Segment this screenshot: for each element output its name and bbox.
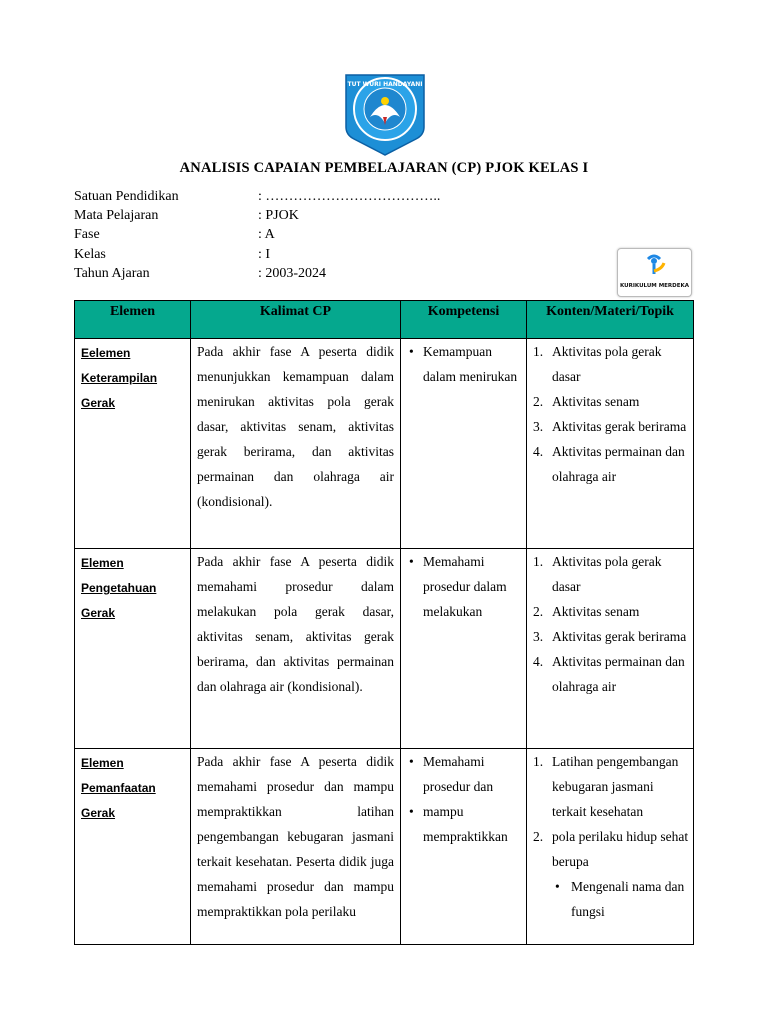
elemen-line: Pemanfaatan: [81, 781, 156, 795]
column-header: Kalimat CP: [191, 301, 401, 339]
item-text: pola perilaku hidup sehat berupa: [552, 829, 689, 869]
column-header: Konten/Materi/Topik: [527, 301, 694, 339]
item-text: Aktivitas pola gerak dasar: [552, 554, 662, 594]
meta-value: : 2003-2024: [258, 265, 327, 281]
item-text: Aktivitas senam: [552, 604, 640, 619]
meta-value: : I: [258, 246, 271, 262]
konten-cell: [527, 549, 694, 749]
konten-cell: [527, 749, 694, 945]
kalimat-cp-text: Pada akhir fase A peserta didik memahami prosedur dan mampu mempraktikkan latihan pengembangan kebugaran jasmani terkait kesehatan. Peserta didik juga memahami prosedur dan mampu mempraktikkan pola perilaku: [197, 754, 394, 919]
item-text: Latihan pengembangan kebugaran jasmani terkait kesehatan: [552, 754, 679, 819]
kalimat-cp-text: Pada akhir fase A peserta didik memahami prosedur dalam melakukan pola gerak dasar, aktivitas senam, aktivitas gerak berirama, dan aktivitas permainan dan olahraga air (kondisional).: [197, 554, 394, 694]
meta-label: Mata Pelajaran: [74, 208, 159, 224]
elemen-line: Eelemen: [81, 346, 131, 360]
konten-cell: [527, 339, 694, 549]
elemen-line: Elemen: [81, 756, 124, 770]
item-number: 2.: [533, 604, 544, 619]
svg-text:TUT WURI HANDAYANI: TUT WURI HANDAYANI: [347, 81, 423, 88]
cp-analysis-table: [74, 300, 694, 945]
kalimat-cp-cell: [191, 339, 401, 549]
item-number: 3.: [533, 629, 544, 644]
elemen-cell: [75, 749, 191, 945]
konten-item: [533, 624, 689, 649]
item-text: Aktivitas permainan dan olahraga air: [552, 654, 685, 694]
elemen-line: Gerak: [81, 396, 116, 410]
item-number: 1.: [533, 344, 544, 359]
konten-item: [533, 439, 689, 489]
item-number: 2.: [533, 829, 544, 844]
item-text: Aktivitas gerak berirama: [552, 629, 687, 644]
konten-item: [533, 339, 689, 389]
table-row: [75, 339, 694, 549]
svg-text:KURIKULUM MERDEKA: KURIKULUM MERDEKA: [619, 283, 690, 289]
item-number: 1.: [533, 554, 544, 569]
item-number: 4.: [533, 444, 544, 459]
elemen-cell: [75, 549, 191, 749]
item-number: 1.: [533, 754, 544, 769]
konten-item: [533, 824, 689, 924]
kompetensi-cell: [401, 749, 527, 945]
konten-item: [533, 549, 689, 599]
table-header-row: [75, 301, 694, 339]
konten-item: [533, 749, 689, 824]
elemen-line: Gerak: [81, 806, 116, 820]
elemen-line: Gerak: [81, 606, 116, 620]
meta-label: Fase: [74, 227, 100, 243]
document-title: ANALISIS CAPAIAN PEMBELAJARAN (CP) PJOK KELAS I: [179, 160, 589, 176]
konten-item: [533, 414, 689, 439]
meta-value: : ………………………………..: [258, 189, 441, 204]
kurikulum-merdeka-logo: [617, 248, 692, 297]
kalimat-cp-cell: [191, 549, 401, 749]
item-text: Aktivitas pola gerak dasar: [552, 344, 662, 384]
kompetensi-cell: [401, 549, 527, 749]
tut-wuri-handayani-logo: [342, 71, 428, 157]
konten-item: [533, 389, 689, 414]
elemen-line: Pengetahuan: [81, 581, 157, 595]
meta-label: Tahun Ajaran: [74, 265, 150, 281]
kurikulum-merdeka-icon: [618, 249, 691, 296]
column-header: Elemen: [75, 301, 191, 339]
kompetensi-cell: [401, 339, 527, 549]
table-row: [75, 749, 694, 945]
kompetensi-item: • Memahami prosedur dalam melakukan: [405, 549, 522, 624]
item-number: 2.: [533, 394, 544, 409]
item-text: Aktivitas gerak berirama: [552, 419, 687, 434]
kalimat-cp-cell: [191, 749, 401, 945]
elemen-line: Elemen: [81, 556, 124, 570]
meta-value: : A: [258, 227, 275, 243]
item-number: 4.: [533, 654, 544, 669]
table-row: [75, 549, 694, 749]
konten-item: [533, 649, 689, 699]
konten-item: [533, 599, 689, 624]
kompetensi-item: • Kemampuan dalam menirukan: [405, 339, 522, 389]
column-header: Kompetensi: [401, 301, 527, 339]
konten-subitem: • Mengenali nama dan fungsi: [552, 874, 689, 924]
meta-label: Satuan Pendidikan: [74, 189, 179, 204]
elemen-line: Keterampilan: [81, 371, 158, 385]
kompetensi-item: • Memahami prosedur dan: [405, 749, 522, 799]
item-text: Aktivitas senam: [552, 394, 640, 409]
meta-label: Kelas: [74, 246, 106, 262]
item-text: Aktivitas permainan dan olahraga air: [552, 444, 685, 484]
elemen-cell: [75, 339, 191, 549]
kompetensi-item: • mampu mempraktikkan: [405, 799, 522, 849]
kalimat-cp-text: Pada akhir fase A peserta didik menunjukkan kemampuan dalam menirukan aktivitas pola gerak dasar, aktivitas senam, aktivitas gerak berirama, dan aktivitas permainan dan olahraga air (kondisional).: [197, 344, 394, 509]
meta-value: : PJOK: [258, 208, 299, 224]
item-number: 3.: [533, 419, 544, 434]
